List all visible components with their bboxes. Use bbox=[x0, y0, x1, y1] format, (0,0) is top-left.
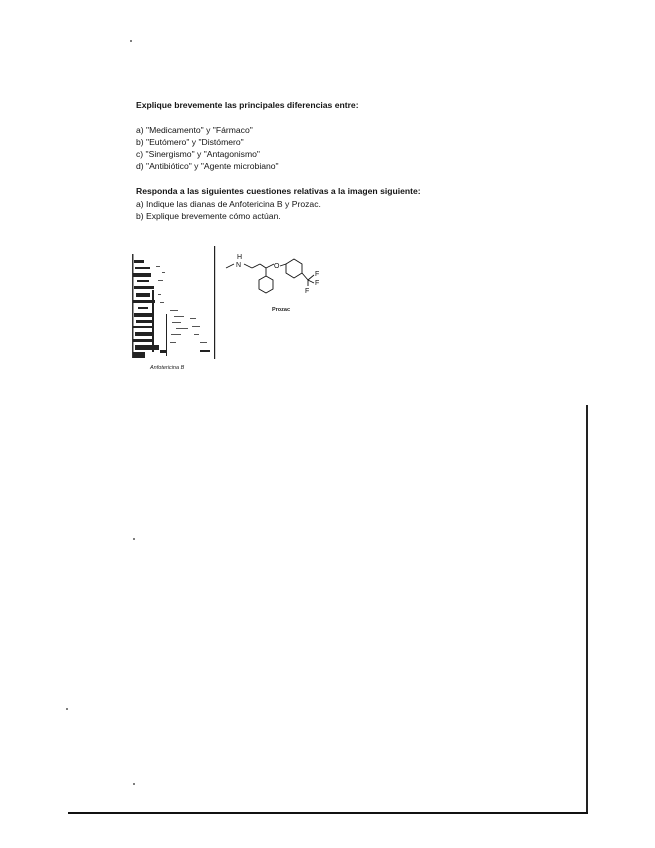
page-edge-right bbox=[586, 405, 588, 814]
atom-label-o: O bbox=[274, 263, 280, 270]
question-item: b) Explique brevemente cómo actúan. bbox=[136, 211, 281, 221]
scan-speck bbox=[130, 40, 132, 42]
list-item: a) "Medicamento" y "Fármaco" bbox=[136, 125, 253, 135]
heading-differences: Explique brevemente las principales diferencias entre: bbox=[136, 100, 359, 110]
scan-speck bbox=[133, 538, 135, 540]
atom-label-f: F bbox=[315, 280, 320, 287]
page-edge-bottom bbox=[68, 812, 588, 814]
scan-speck bbox=[66, 708, 68, 710]
list-item: d) "Antibiótico" y "Agente microbiano" bbox=[136, 161, 279, 171]
scan-speck bbox=[133, 783, 135, 785]
amphotericin-caption: Anfotericina B bbox=[150, 365, 185, 371]
atom-label-n: N bbox=[236, 262, 242, 269]
amphotericin-structure-image bbox=[130, 232, 222, 364]
atom-label-h: H bbox=[237, 254, 243, 261]
list-item: b) "Eutómero" y "Distómero" bbox=[136, 137, 244, 147]
list-item: c) "Sinergismo" y "Antagonismo" bbox=[136, 149, 260, 159]
atom-label-f: F bbox=[315, 271, 320, 278]
prozac-structure bbox=[224, 246, 330, 308]
atom-label-f: F bbox=[305, 288, 310, 295]
question-item: a) Indique las dianas de Anfotericina B y Prozac. bbox=[136, 199, 321, 209]
heading-questions: Responda a las siguientes cuestiones relativas a la imagen siguiente: bbox=[136, 186, 421, 196]
prozac-caption: Prozac bbox=[272, 307, 291, 313]
